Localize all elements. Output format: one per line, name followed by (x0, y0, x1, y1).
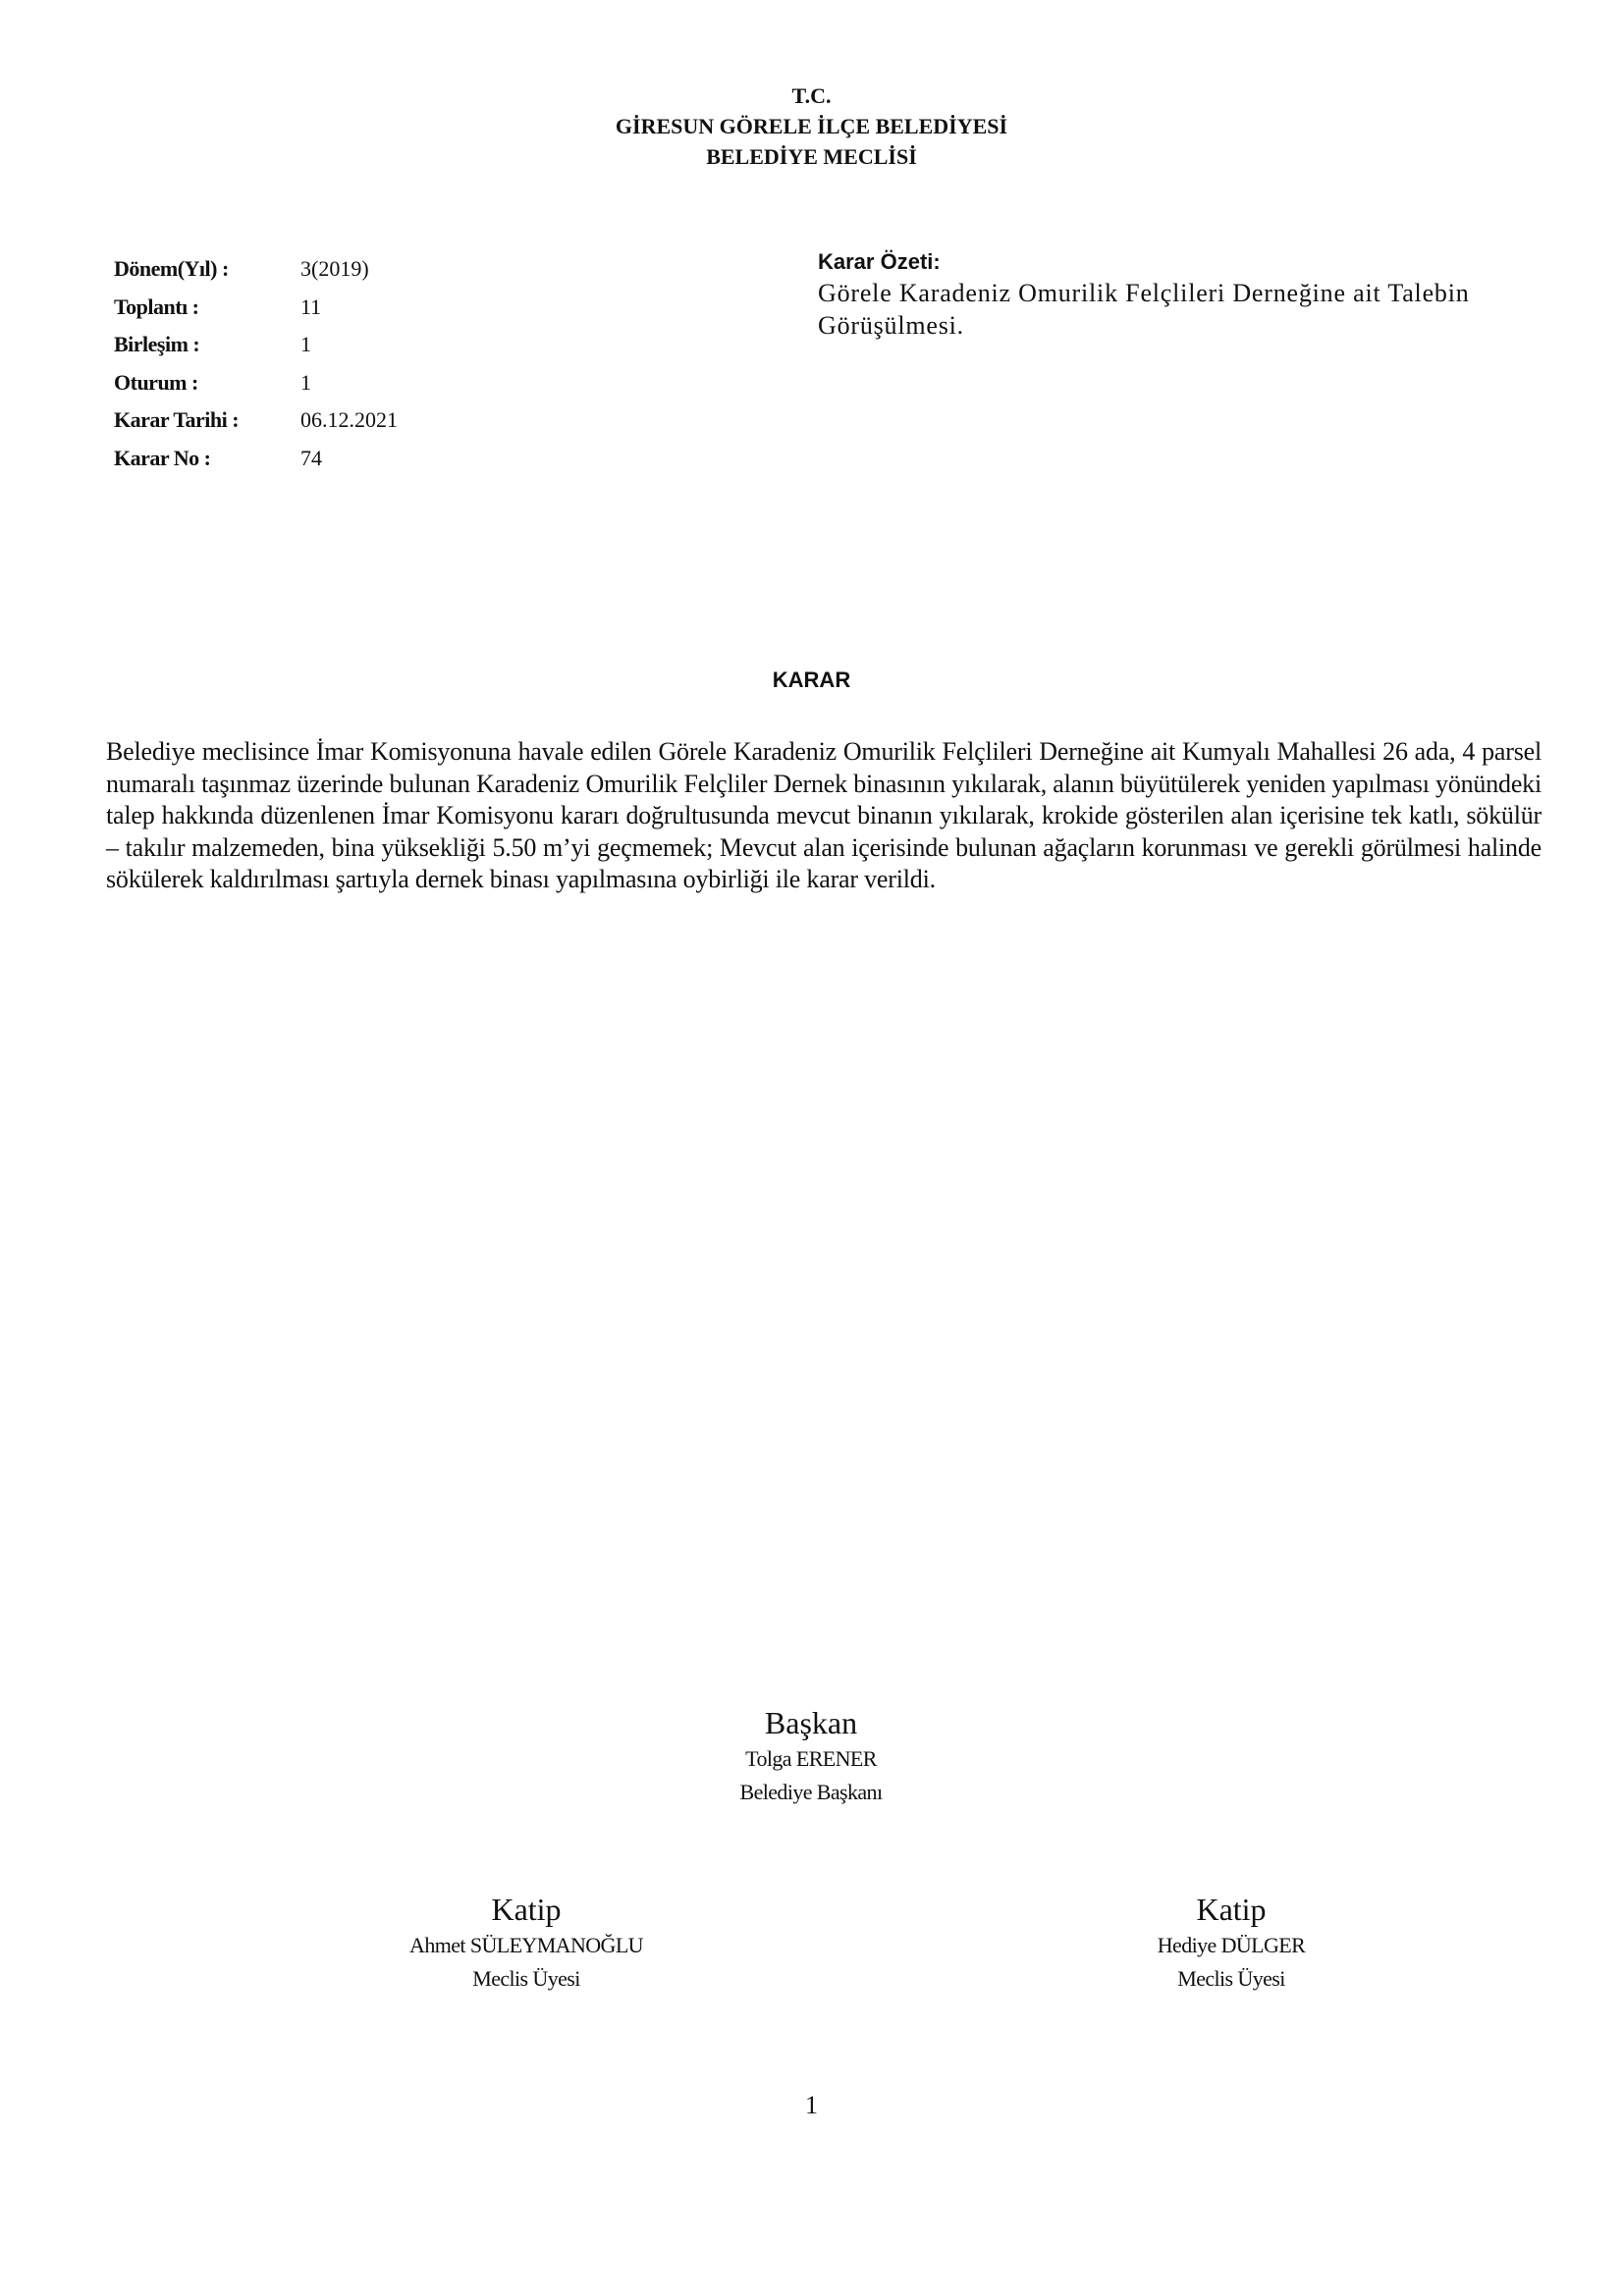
meta-label: Dönem(Yıl) : (114, 256, 229, 282)
meta-row (114, 250, 398, 289)
meta-row (114, 326, 398, 364)
meta-table (114, 250, 398, 477)
signature-role: Katip (1196, 1892, 1267, 1927)
header-country: T.C. (791, 83, 832, 108)
header-municipality: GİRESUN GÖRELE İLÇE BELEDİYESİ (615, 114, 1008, 138)
meta-row (114, 440, 398, 478)
meta-value: 3(2019) (300, 256, 369, 282)
meta-label: Karar No : (114, 445, 211, 470)
signature-role: Başkan (764, 1705, 858, 1740)
decision-title: KARAR (772, 667, 851, 692)
meta-value: 1 (300, 332, 311, 357)
summary-label: Karar Özeti: (818, 249, 941, 274)
meta-value: 1 (300, 369, 311, 395)
signature-role: Katip (491, 1892, 562, 1927)
meta-value: 06.12.2021 (300, 407, 398, 433)
signature-name: Hediye DÜLGER (1157, 1933, 1306, 1957)
meta-value: 74 (300, 445, 322, 470)
summary-text: Görele Karadeniz Omurilik Felçlileri Derneğine ait Talebin Görüşülmesi. (818, 279, 1470, 340)
signature-name: Tolga ERENER (745, 1746, 877, 1771)
meta-label: Karar Tarihi : (114, 407, 240, 433)
signature-title: Meclis Üyesi (1177, 1966, 1285, 1991)
meta-value: 11 (300, 294, 322, 319)
signature-name: Ahmet SÜLEYMANOĞLU (409, 1933, 643, 1957)
meta-row (114, 289, 398, 327)
header-council: BELEDİYE MECLİSİ (706, 144, 917, 169)
president-signature (566, 1703, 1056, 1809)
meta-label: Toplantı : (114, 294, 199, 319)
signature-title: Belediye Başkanı (739, 1780, 883, 1804)
meta-label: Oturum : (114, 369, 198, 395)
meta-row (114, 364, 398, 402)
document-header (0, 80, 1623, 172)
meta-row (114, 401, 398, 440)
decision-summary (818, 247, 1535, 342)
page-number: 1 (805, 2091, 818, 2119)
meta-label: Birleşim : (114, 332, 200, 357)
decision-body: Belediye meclisince İmar Komisyonuna havale edilen Görele Karadeniz Omurilik Felçlileri Derneğine ait Kumyalı Mahallesi 26 ada, 4 parsel numaralı taşınmaz üzerinde bulunan Karadeniz Omurilik Felçliler Dernek binasının yıkılarak, alanın büyütülerek yeniden yapılması yönündeki talep hakkında düzenlenen İmar Komisyonu kararı doğrultusunda mevcut binanın yıkılarak, krokide gösterilen alan içerisine tek katlı, sökülür – takılır malzemeden, bina yüksekliği 5.50 m’yi geçmemek; Mevcut alan içerisinde bulunan ağaçların korunması ve gerekli görülmesi halinde sökülerek kaldırılması şartıyla dernek binası yapılmasına oybirliği ile karar verildi. (106, 737, 1542, 893)
clerk-right-signature (986, 1890, 1477, 1996)
signature-title: Meclis Üyesi (472, 1966, 580, 1991)
clerk-left-signature (281, 1890, 772, 1996)
